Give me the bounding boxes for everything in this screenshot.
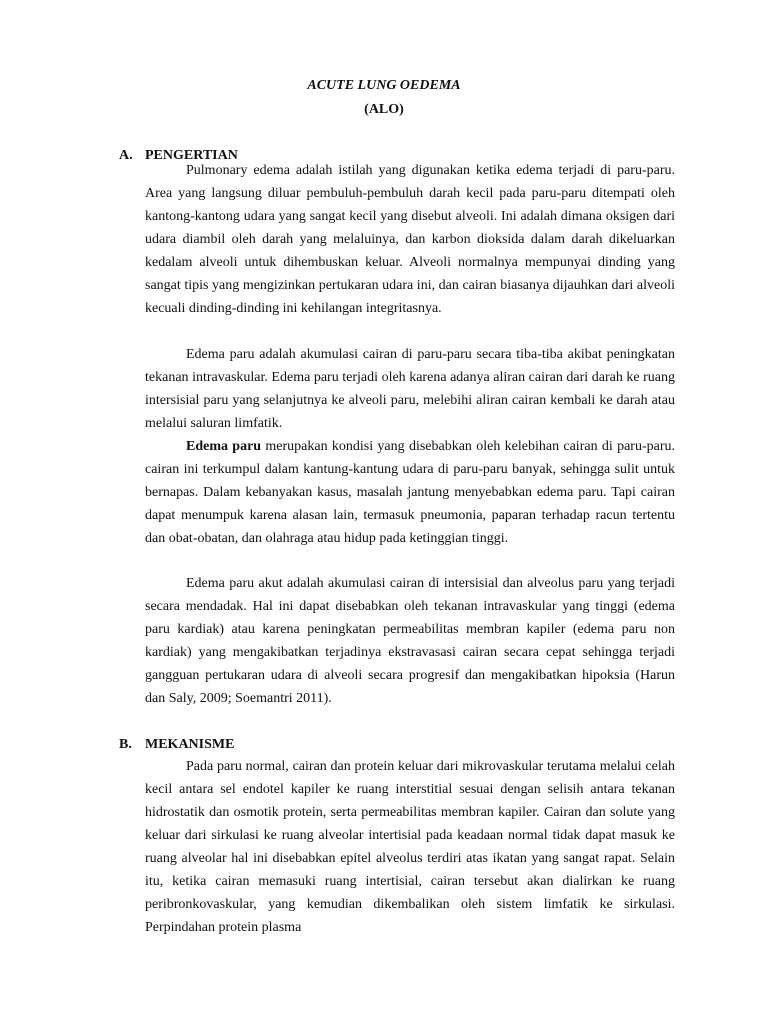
section-title: MEKANISME — [145, 737, 235, 752]
paragraph-text: merupakan kondisi yang disebabkan oleh kelebihan cairan di paru-paru. cairan ini terkumpul dalam kantung-kantung udara di paru-paru banyak, sehingga sulit untuk bernapas. Dalam kebanyakan kasus, masalah jantung menyebabkan edema paru. Tapi cairan dapat menumpuk karena alasan lain, termasuk pneumonia, paparan terhadap racun tertentu dan obat-obatan, dan olahraga atau hidup pada ketinggian tinggi. — [145, 439, 675, 546]
section-heading-mekanisme — [119, 737, 234, 753]
paragraph-text: Pulmonary edema adalah istilah yang digunakan ketika edema terjadi di paru-paru. Area yang langsung diluar pembuluh-pembuluh darah kecil pada paru-paru ditempati oleh kantong-kantong udara yang sangat kecil yang disebut alveoli. Ini adalah dimana oksigen dari udara diambil oleh darah yang melaluinya, dan karbon dioksida dalam darah dikeluarkan kedalam alveoli untuk dihembuskan keluar. Alveoli normalnya mempunyai dinding yang sangat tipis yang mengizinkan pertukaran udara ini, dan cairan biasanya dijauhkan dari alveoli kecuali dinding-dinding ini kehilangan integritasnya. — [145, 163, 675, 316]
section-label: B. — [119, 737, 132, 752]
section-label: A. — [119, 148, 133, 163]
paragraph — [145, 756, 675, 940]
section-title: PENGERTIAN — [145, 148, 238, 163]
document-subtitle: (ALO) — [364, 102, 404, 117]
paragraph-text: Edema paru adalah akumulasi cairan di paru-paru secara tiba-tiba akibat peningkatan tekanan intravaskular. Edema paru terjadi oleh karena adanya aliran cairan dari darah ke ruang intersisial paru yang selanjutnya ke alveoli paru, melebihi aliran cairan kembali ke darah atau melalui saluran limfatik. — [145, 347, 675, 431]
paragraph — [145, 573, 675, 711]
paragraph — [145, 436, 675, 551]
paragraph-text: Pada paru normal, cairan dan protein keluar dari mikrovaskular terutama melalui celah kecil antara sel endotel kapiler ke ruang interstitial sesuai dengan selisih antara tekanan hidrostatik dan osmotik protein, serta permeabilitas membran kapiler. Cairan dan solute yang keluar dari sirkulasi ke ruang alveolar intertisial pada keadaan normal tidak dapat masuk ke ruang alveolar hal ini disebabkan epitel alveolus terdiri atas ikatan yang sangat rapat. Selain itu, ketika cairan memasuki ruang intertisial, cairan tersebut akan dialirkan ke ruang peribronkovaskular, yang kemudian dikembalikan oleh sistem limfatik ke sirkulasi. Perpindahan protein plasma — [145, 759, 675, 935]
paragraph — [145, 160, 675, 321]
paragraph — [145, 344, 675, 436]
paragraph-text: Edema paru akut adalah akumulasi cairan di intersisial dan alveolus paru yang terjadi secara mendadak. Hal ini dapat disebabkan oleh tekanan intravaskular yang tinggi (edema paru kardiak) atau karena peningkatan permeabilitas membran kapiler (edema paru non kardiak) yang mengakibatkan terjadinya ekstravasasi cairan secara cepat sehingga terjadi gangguan pertukaran udara di alveoli secara progresif dan mengakibatkan hipoksia (Harun dan Saly, 2009; Soemantri 2011). — [145, 576, 675, 706]
bold-term: Edema paru — [186, 439, 262, 454]
document-title: ACUTE LUNG OEDEMA — [307, 78, 461, 93]
